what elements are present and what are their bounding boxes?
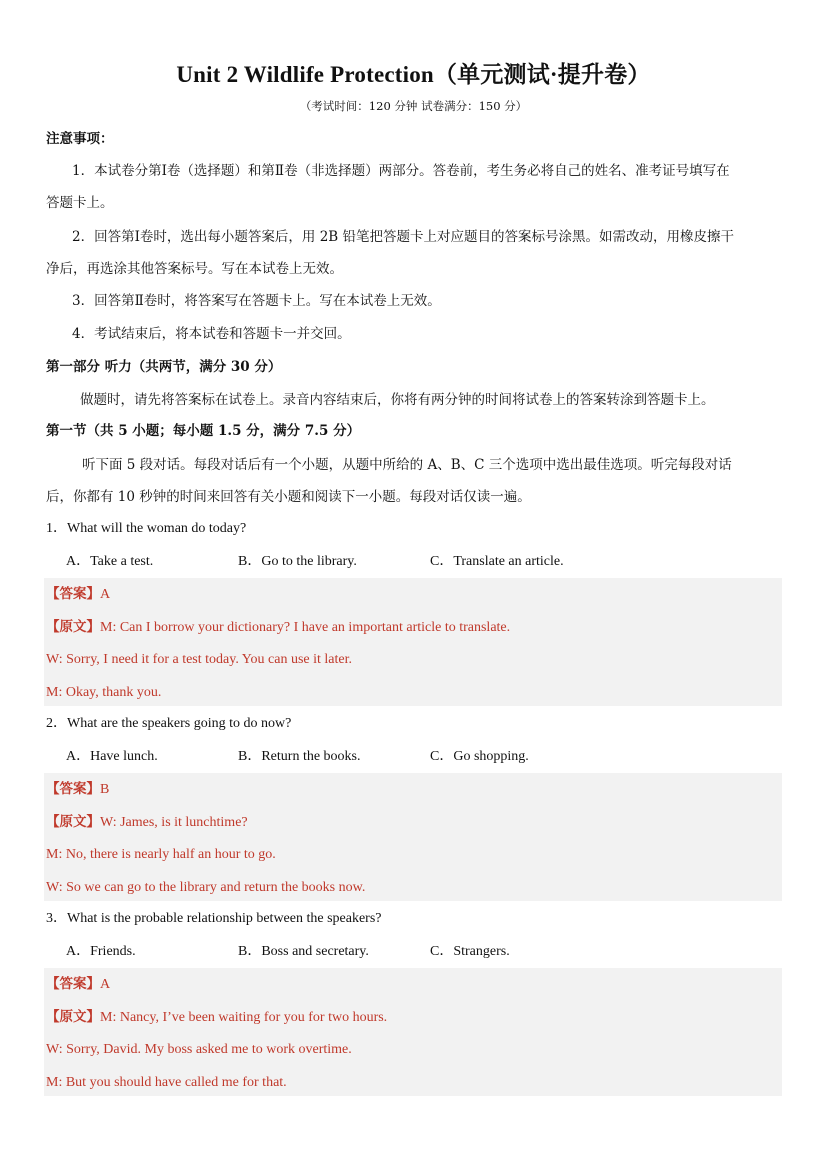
part1-instruction: 做题时，请先将答案标在试卷上。录音内容结束后，你将有两分钟的时间将试卷上的答案转涂到答题卡上。 — [80, 392, 715, 408]
question-3-answer: 【答案】A — [46, 976, 111, 992]
question-3-script-line-2: W: Sorry, David. My boss asked me to work overtime. — [46, 1042, 352, 1057]
question-1-script-line-3: M: Okay, thank you. — [46, 685, 162, 700]
section1-heading: 第一节（共 5 小题；每小题 1.5 分，满分 7.5 分） — [46, 423, 361, 439]
question-1-option-b: B．Go to the library. — [238, 554, 357, 569]
question-2-script-line-1: 【原文】W: James, is it lunchtime? — [46, 814, 248, 830]
question-1-stem: 1．What will the woman do today? — [46, 521, 247, 536]
section1-instruction-line-2: 后，你都有 10 秒钟的时间来回答有关小题和阅读下一小题。每段对话仅读一遍。 — [46, 489, 531, 505]
note-1-line-1: 1．本试卷分第Ⅰ卷（选择题）和第Ⅱ卷（非选择题）两部分。答卷前，考生务必将自己的姓名、准考证号填写在 — [72, 163, 730, 179]
question-2-option-c: C．Go shopping. — [430, 749, 529, 764]
question-3-option-a: A．Friends. — [66, 944, 136, 959]
note-4: 4．考试结束后，将本试卷和答题卡一并交回。 — [72, 326, 351, 342]
question-1-script-line-1: 【原文】M: Can I borrow your dictionary? I have an important article to translate. — [46, 619, 511, 635]
question-2-option-a: A．Have lunch. — [66, 749, 158, 764]
note-1-line-2: 答题卡上。 — [46, 195, 114, 211]
question-2-script-line-3: W: So we can go to the library and return the books now. — [46, 880, 366, 895]
exam-info-subtitle: （考试时间：120 分钟 试卷满分：150 分） — [299, 99, 528, 113]
question-2-stem: 2．What are the speakers going to do now? — [46, 716, 292, 731]
question-1-script-line-2: W: Sorry, I need it for a test today. You can use it later. — [46, 652, 352, 667]
question-1-answer: 【答案】A — [46, 586, 111, 602]
question-1-option-c: C．Translate an article. — [430, 554, 564, 569]
question-2-option-b: B．Return the books. — [238, 749, 361, 764]
question-2-script-line-2: M: No, there is nearly half an hour to go. — [46, 847, 276, 862]
question-3-script-line-3: M: But you should have called me for that. — [46, 1075, 287, 1090]
question-3-option-b: B．Boss and secretary. — [238, 944, 369, 959]
notes-heading: 注意事项： — [46, 131, 114, 147]
question-1-option-a: A．Take a test. — [66, 554, 154, 569]
page-title: Unit 2 Wildlife Protection（单元测试·提升卷） — [176, 62, 651, 87]
note-2-line-2: 净后，再选涂其他答案标号。写在本试卷上无效。 — [46, 261, 343, 277]
question-3-script-line-1: 【原文】M: Nancy, I’ve been waiting for you for two hours. — [46, 1009, 388, 1025]
note-3: 3．回答第Ⅱ卷时，将答案写在答题卡上。写在本试卷上无效。 — [72, 293, 441, 309]
section1-instruction-line-1: 听下面 5 段对话。每段对话后有一个小题，从题中所给的 A、B、C 三个选项中选出最佳选项。听完每段对话 — [82, 457, 732, 473]
question-3-stem: 3．What is the probable relationship between the speakers? — [46, 911, 382, 926]
part1-heading: 第一部分 听力（共两节，满分 30 分） — [46, 359, 282, 375]
question-3-option-c: C．Strangers. — [430, 944, 510, 959]
note-2-line-1: 2．回答第Ⅰ卷时，选出每小题答案后，用 2B 铅笔把答题卡上对应题目的答案标号涂黑。如需改动，用橡皮擦干 — [72, 229, 735, 245]
question-2-answer: 【答案】B — [46, 781, 110, 797]
